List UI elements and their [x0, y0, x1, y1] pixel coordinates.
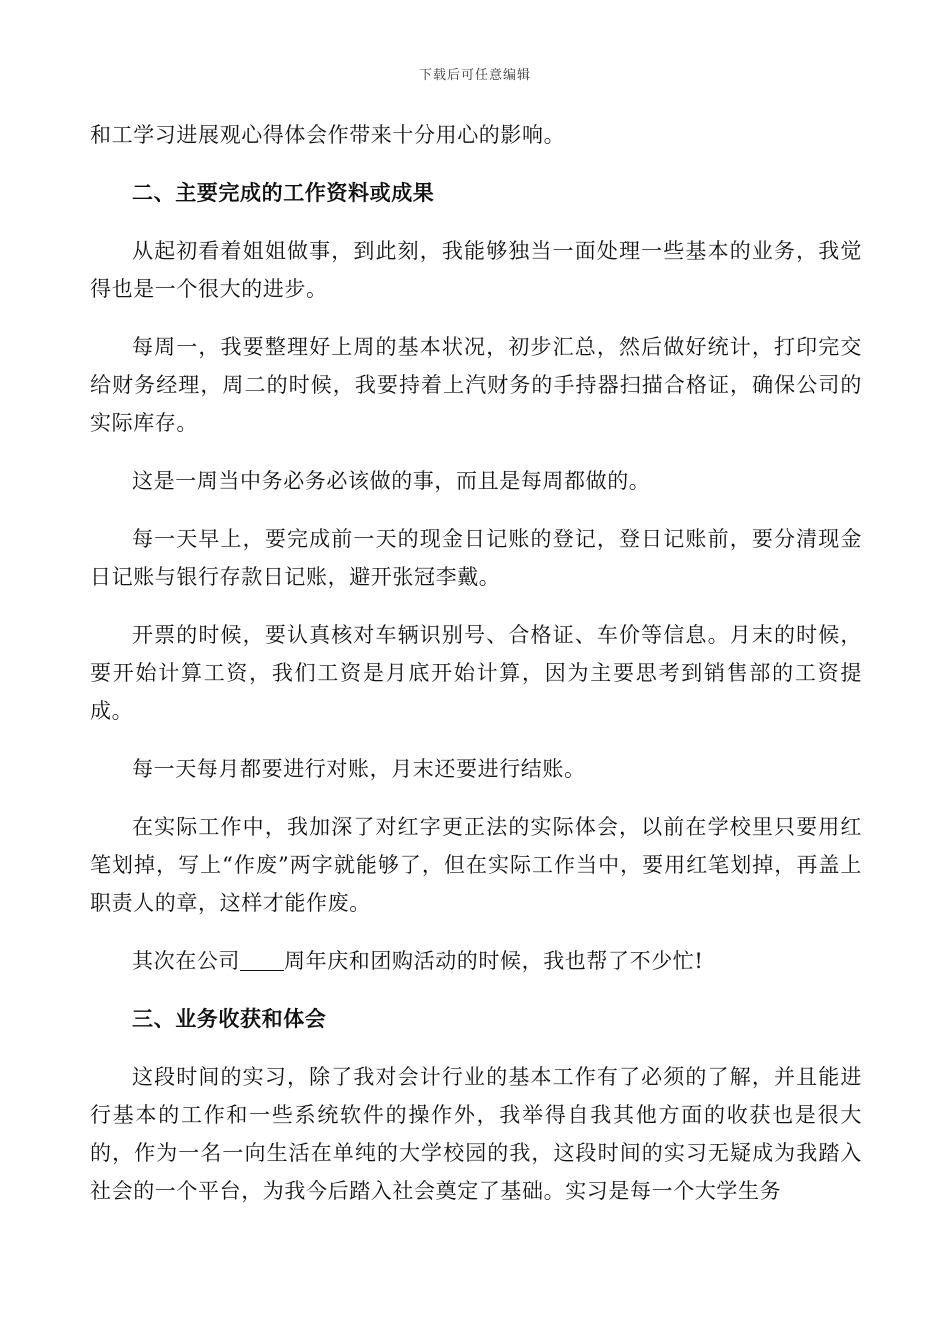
paragraph: 和工学习进展观心得体会作带来十分用心的影响。 — [90, 123, 566, 147]
paragraph-with-blank — [90, 942, 862, 980]
paragraph: 这段时间的实习，除了我对会计行业的基本工作有了必须的了解，并且能进行基本的工作和一些系统软件的操作外，我举得自我其他方面的收获也是很大的，作为一名一向生活在单纯的大学校园的我，这段时间的实习无疑成为我踏入社会的一个平台，为我今后踏入社会奠定了基础。实习是每一个大学生务 — [90, 1065, 862, 1203]
paragraph: 从起初看着姐姐做事，到此刻，我能够独当一面处理一些基本的业务，我觉得也是一个很大的进步。 — [90, 239, 862, 301]
paragraph: 每周一，我要整理好上周的基本状况，初步汇总，然后做好统计，打印完交给财务经理，周二的时候，我要持着上汽财务的手持器扫描合格证，确保公司的实际库存。 — [90, 335, 862, 435]
paragraph: 开票的时候，要认真核对车辆识别号、合格证、车价等信息。月末的时候，要开始计算工资，我们工资是月底开始计算，因为主要思考到销售部的工资提成。 — [90, 623, 862, 723]
section-heading: 二、主要完成的工作资料或成果 — [132, 180, 435, 205]
page-header: 下载后可任意编辑 — [418, 68, 531, 83]
document-body — [90, 116, 862, 1230]
paragraph: 每一天每月都要进行对账，月末还要进行结账。 — [132, 757, 586, 781]
section-heading: 三、业务收获和体会 — [132, 1006, 327, 1031]
paragraph: 在实际工作中，我加深了对红字更正法的实际体会，以前在学校里只要用红笔划掉，写上“作废”两字就能够了，但在实际工作当中，要用红笔划掉，再盖上职责人的章，这样才能作废。 — [90, 815, 862, 915]
paragraph: 每一天早上，要完成前一天的现金日记账的登记，登日记账前，要分清现金日记账与银行存款日记账，避开张冠李戴。 — [90, 527, 862, 589]
paragraph-text-after-blank: 周年庆和团购活动的时候，我也帮了不少忙! — [284, 949, 704, 973]
paragraph-text-before-blank: 其次在公司 — [132, 949, 240, 973]
paragraph: 这是一周当中务必务必该做的事，而且是每周都做的。 — [132, 469, 651, 493]
fill-in-blank — [240, 948, 284, 971]
